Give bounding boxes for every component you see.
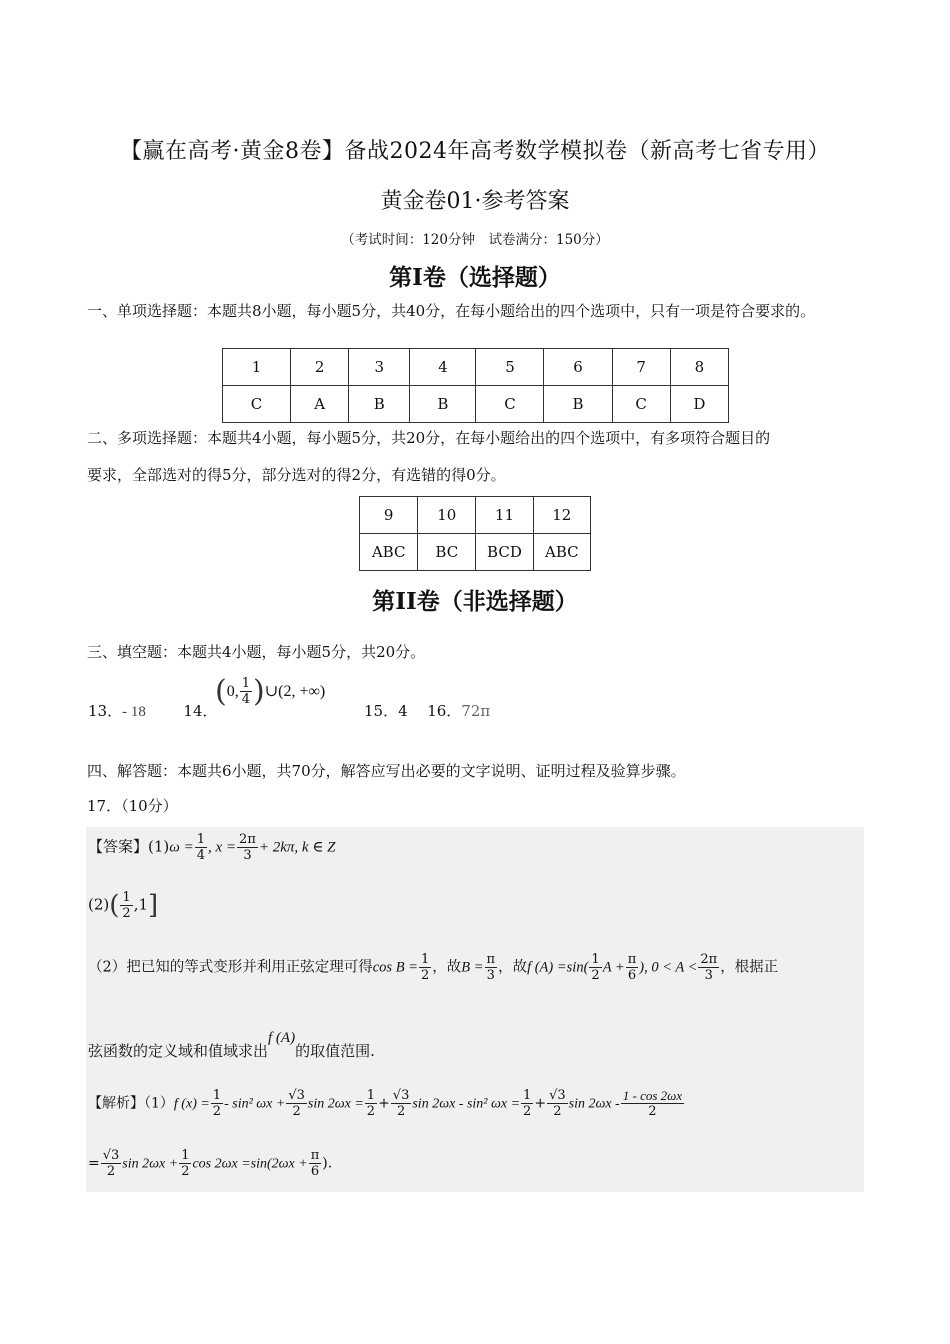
document-title: 【赢在高考·黄金8卷】备战2024年高考数学模拟卷（新高考七省专用） [120,139,830,164]
q15-answer: 4 [398,702,408,720]
q16-label: 16． [427,702,462,720]
table-cell: BC [418,534,476,571]
analysis-tag: 【解析】（1） [88,1095,174,1112]
section1-instructions: 一、单项选择题：本题共8小题，每小题5分，共40分，在每小题给出的四个选项中，只有一项是符合要求的。 [87,302,816,320]
exam-info: （考试时间：120分钟 试卷满分：150分） [341,232,609,248]
hint-line-2: 弦函数的定义域和值域求出f (A)的取值范围. [88,1030,375,1060]
q13-label: 13． [88,702,123,720]
answer-line-2: (2)( $\frac{1}{2}$ ,1] [88,890,159,921]
q13-answer: - 18 [122,704,146,720]
part1-heading: 第I卷（选择题） [389,264,561,291]
table-cell: 6 [544,349,612,386]
table-cell: 5 [476,349,544,386]
analysis-line-1: 【解析】（1）f (x) = $\frac{1}{2}$ - sin² ωx + $\frac{√3}{2}$ sin 2ωx = $\frac{1}{2}$ + $\frac{√3}{2}$ sin 2ωx - sin² ωx = $\frac{1}{2}$ + $\frac{√3}{2}$ sin 2ωx - $\frac{1 - \cos 2\omega x}{2}$ [88,1088,683,1119]
hint-line-1: （2）把已知的等式变形并利用正弦定理可得cos B = $\frac{1}{2}$ ，故B = $\frac{\pi}{3}$ ，故f (A) =sin( $\frac{1}{2}$ A + $\frac{\pi}{6}$ ), 0 < A < $\frac{2\pi}{3}$ ，根据正 [88,952,779,983]
part2-heading: 第II卷（非选择题） [372,588,578,615]
q17-label: 17．（10分） [87,797,178,815]
q14-answer: (0, $\frac{1}{4}$ )∪(2, +∞) [215,674,326,709]
q15-16-answers [364,700,490,721]
table-cell: B [349,386,410,423]
table-cell: 3 [349,349,410,386]
document-subtitle: 黄金卷01·参考答案 [380,189,570,214]
section2-instructions-line2: 要求，全部选对的得5分，部分选对的得2分，有选错的得0分。 [87,466,506,484]
table-cell: B [544,386,612,423]
table-cell: ABC [533,534,590,571]
table-cell: D [670,386,728,423]
table-cell: 9 [360,497,418,534]
answer-line-1: 【答案】(1)ω = $\frac{1}{4}$ , x = $\frac{2\pi}{3}$ + 2kπ, k ∈ Z [88,832,336,863]
table-cell: C [476,386,544,423]
multi-choice-answer-table [359,496,591,571]
section3-instructions: 三、填空题：本题共4小题，每小题5分，共20分。 [87,643,426,661]
fill-in-answers [88,700,218,721]
table-cell: C [223,386,291,423]
table-row [223,349,729,386]
table-cell: A [291,386,349,423]
analysis-line-2: = $\frac{√3}{2}$ sin 2ωx + $\frac{1}{2}$ cos 2ωx =sin(2ωx + $\frac{\pi}{6}$ ). [88,1148,333,1179]
answer-tag: 【答案】 [88,837,149,856]
table-cell: 8 [670,349,728,386]
section4-instructions: 四、解答题：本题共6小题，共70分，解答应写出必要的文字说明、证明过程及验算步骤。 [87,762,686,780]
q16-answer: 72π [461,702,491,720]
table-cell: 10 [418,497,476,534]
table-cell: 11 [476,497,533,534]
table-row [223,386,729,423]
section2-instructions-line1: 二、多项选择题：本题共4小题，每小题5分，共20分，在每小题给出的四个选项中，有多项符合题目的 [87,429,771,447]
q15-label: 15． [364,702,399,720]
table-cell: 4 [410,349,476,386]
table-cell: 12 [533,497,590,534]
table-cell: C [612,386,670,423]
table-cell: ABC [360,534,418,571]
single-choice-answer-table [222,348,729,423]
table-row [360,497,591,534]
q14-label: 14． [183,702,218,720]
table-row [360,534,591,571]
table-cell: 2 [291,349,349,386]
solution-box [86,827,864,1192]
table-cell: 7 [612,349,670,386]
table-cell: BCD [476,534,533,571]
table-cell: B [410,386,476,423]
table-cell: 1 [223,349,291,386]
